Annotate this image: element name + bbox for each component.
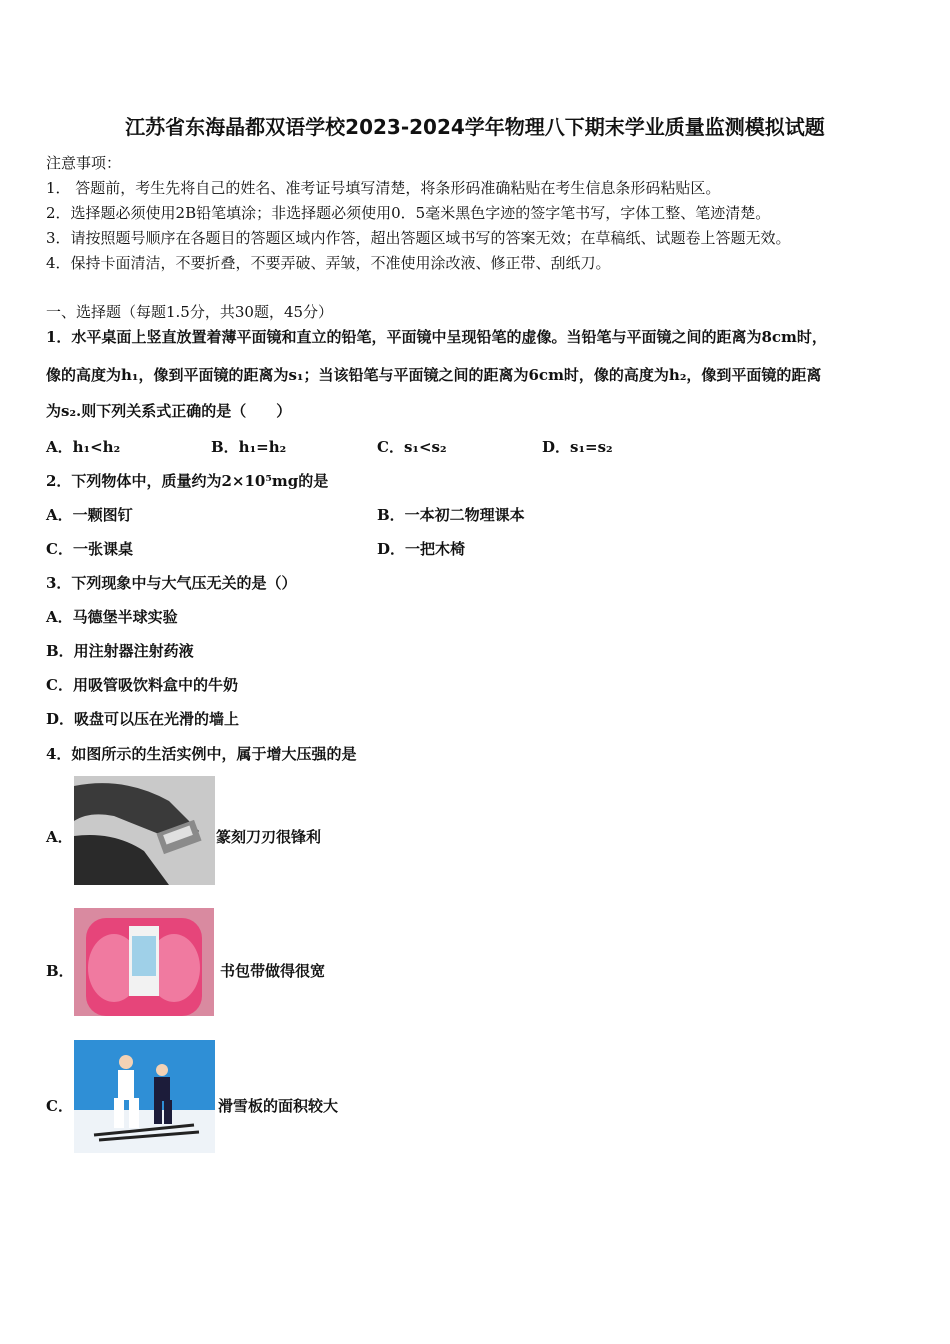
q1-stem-line1: 1．水平桌面上竖直放置着薄平面镜和直立的铅笔，平面镜中呈现铅笔的虚像。当铅笔与平面镜之间的距离为8cm时， (46, 328, 827, 346)
notice-heading: 注意事项： (46, 154, 122, 172)
notice-item: 1． 答题前，考生先将自己的姓名、准考证号填写清楚，将条形码准确粘贴在考生信息条形码粘贴区。 (46, 179, 721, 197)
q1-option-a: A．h₁<h₂ (46, 438, 121, 456)
skiing-photo (74, 1040, 215, 1153)
q2-stem: 2．下列物体中，质量约为2×10⁵mg的是 (46, 472, 329, 490)
q4-option-c-text: 滑雪板的面积较大 (218, 1097, 339, 1115)
q2-option-a: A．一颗图钉 (46, 506, 133, 524)
q3-stem: 3．下列现象中与大气压无关的是（） (46, 574, 297, 592)
section-heading: 一、选择题（每题1.5分，共30题，45分） (46, 303, 334, 321)
q4-option-b-text: 书包带做得很宽 (220, 962, 326, 980)
q2-option-d: D．一把木椅 (377, 540, 466, 558)
q3-option-d: D．吸盘可以压在光滑的墙上 (46, 710, 240, 728)
carving-knife-photo (74, 776, 215, 885)
q3-option-c: C．用吸管吸饮料盒中的牛奶 (46, 676, 238, 694)
q1-stem-line2: 像的高度为h₁，像到平面镜的距离为s₁；当该铅笔与平面镜之间的距离为6cm时，像的高度为h₂，像到平面镜的距离 (46, 366, 822, 384)
q1-stem-line3: 为s₂.则下列关系式正确的是（ ） (46, 402, 292, 420)
q3-option-b: B．用注射器注射药液 (46, 642, 194, 660)
pink-schoolbag-photo (74, 908, 214, 1016)
q1-option-d: D．s₁=s₂ (542, 438, 613, 456)
q4-stem: 4．如图所示的生活实例中，属于增大压强的是 (46, 745, 357, 763)
q1-option-c: C．s₁<s₂ (377, 438, 447, 456)
q4-option-a-text: 篆刻刀刃很锋利 (216, 828, 322, 846)
q2-option-b: B．一本初二物理课本 (377, 506, 525, 524)
q1-option-b: B．h₁=h₂ (211, 438, 287, 456)
page-title: 江苏省东海晶都双语学校2023-2024学年物理八下期末学业质量监测模拟试题 (125, 115, 825, 139)
notice-item: 3．请按照题号顺序在各题目的答题区域内作答，超出答题区域书写的答案无效；在草稿纸、试题卷上答题无效。 (46, 229, 791, 247)
q4-option-a-letter: A． (46, 828, 73, 846)
q4-option-c-letter: C． (46, 1097, 73, 1115)
notice-item: 2．选择题必须使用2B铅笔填涂；非选择题必须使用0．5毫米黑色字迹的签字笔书写，字体工整、笔迹清楚。 (46, 204, 771, 222)
q4-option-b-letter: B． (46, 962, 74, 980)
q2-option-c: C．一张课桌 (46, 540, 133, 558)
q3-option-a: A．马德堡半球实验 (46, 608, 178, 626)
notice-item: 4．保持卡面清洁，不要折叠，不要弄破、弄皱，不准使用涂改液、修正带、刮纸刀。 (46, 254, 611, 272)
